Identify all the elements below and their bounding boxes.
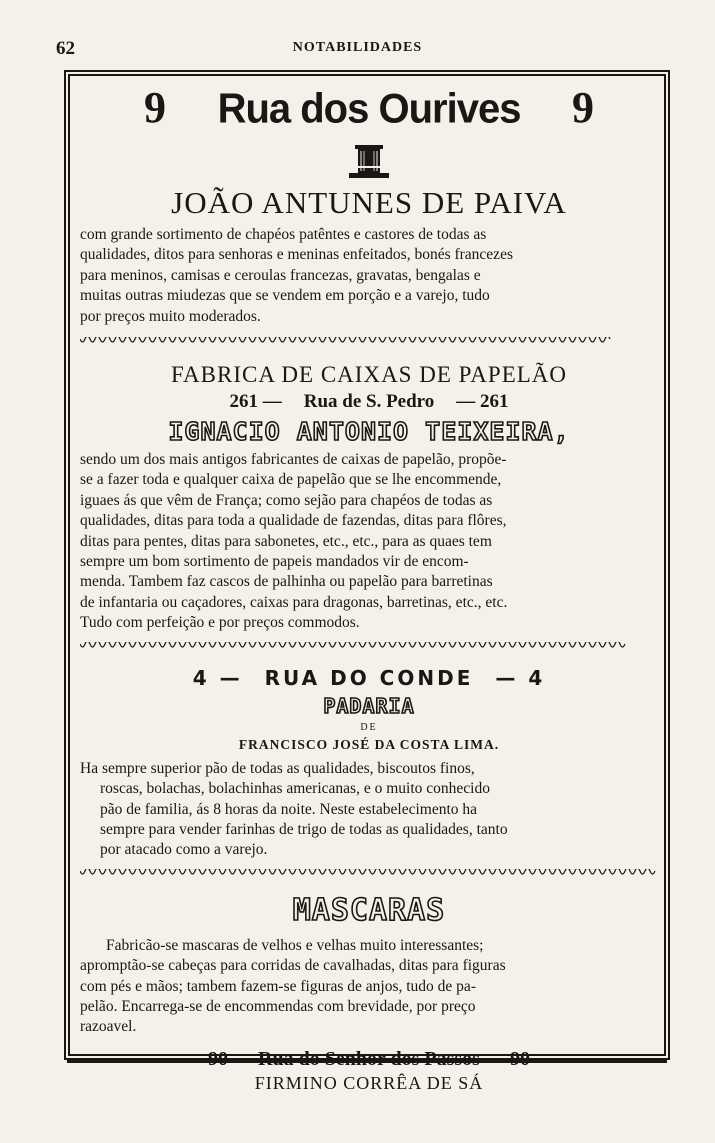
body-line: por atacado como a varejo. xyxy=(100,841,268,859)
address-number-left: 261 — xyxy=(229,391,282,413)
body-line: Tudo com perfeição e por preços commodos. xyxy=(80,614,360,632)
body-line: sempre para vender farinhas de trigo de todas as qualidades, tanto xyxy=(100,820,508,838)
ad-hat-shop xyxy=(80,82,658,327)
wavy-divider xyxy=(80,642,658,656)
street-name: Rua dos Ourives xyxy=(217,85,521,133)
factory-title: FABRICA DE CAIXAS DE PAPELÃO xyxy=(170,362,568,388)
body-line: pelão. Encarrega-se de encommendas com brevidade, por preço xyxy=(80,997,476,1015)
ad2-body xyxy=(80,450,658,634)
body-line: para meninos, camisas e ceroulas francezas, gravatas, bengalas e xyxy=(80,266,481,284)
de-label: DE xyxy=(360,721,378,733)
top-hat-icon xyxy=(349,145,389,179)
ad-bakery xyxy=(80,666,658,861)
wavy-divider xyxy=(80,337,658,351)
running-title: NOTABILIDADES xyxy=(292,40,423,55)
masks-title: MASCARAS xyxy=(292,892,446,928)
page-number: 62 xyxy=(56,38,75,59)
body-line: qualidades, ditas para toda a qualidade de fazendas, ditas para flôres, xyxy=(80,512,507,530)
ad1-body xyxy=(80,225,658,327)
address-number-right: — 4 xyxy=(495,665,546,690)
body-line: ditas para pentes, ditas para sabonetes, etc., etc., para as quaes tem xyxy=(80,532,492,550)
body-line: muitas outras miudezas que se vendem em porção e a varejo, tudo xyxy=(80,287,490,305)
masks-owner: FIRMINO CORRÊA DE SÁ xyxy=(254,1072,484,1093)
ad-masks xyxy=(80,893,658,1094)
body-line: pão de familia, ás 8 horas da noite. Neste estabelecimento ha xyxy=(100,800,478,818)
advertisements xyxy=(80,78,658,1094)
ad-box-factory xyxy=(80,361,658,634)
body-line: menda. Tambem faz cascos de palhinha ou papelão para barretinas xyxy=(80,573,493,591)
wavy-divider xyxy=(80,869,658,883)
body-line: roscas, bolachas, bolachinhas americanas, e o muito conhecido xyxy=(100,780,490,798)
body-line: com pés e mãos; tambem fazem-se figuras de anjos, tudo de pa- xyxy=(80,977,476,995)
address-street: RUA DO CONDE xyxy=(264,665,474,690)
body-line: com grande sortimento de chapéos patêntes e castores de todas as xyxy=(80,226,487,243)
ad1-header xyxy=(80,82,658,133)
body-line: por preços muito moderados. xyxy=(80,307,261,325)
body-line: Ha sempre superior pão de todas as qualidades, biscoutos finos, xyxy=(80,759,475,777)
body-line: iguaes ás que vêm de França; como sejão para chapéos de todas as xyxy=(80,491,493,509)
body-line: se a fazer toda e qualquer caixa de papelão que se lhe encommende, xyxy=(80,471,502,489)
street-number-right: 9 xyxy=(572,83,594,132)
bakery-address xyxy=(80,666,658,690)
address-street: Rua de S. Pedro xyxy=(303,391,435,413)
body-line: de infantaria ou caçadores, caixas para dragonas, barretinas, etc., etc. xyxy=(80,593,508,611)
masks-address: 90 — Rua do Senhor dos Passos — 90 xyxy=(208,1047,530,1070)
body-line: sempre um bom sortimento de papeis mandados vir de encom- xyxy=(80,553,469,571)
body-line: Fabricão-se mascaras de velhos e velhas muito interessantes; xyxy=(106,936,484,954)
address-number-left: 4 — xyxy=(192,665,243,690)
body-line: razoavel. xyxy=(80,1018,137,1036)
body-line: apromptão-se cabeças para corridas de cavalhadas, ditas para figuras xyxy=(80,957,506,975)
merchant-name: JOÃO ANTUNES DE PAIVA xyxy=(171,185,567,220)
proprietor-name: IGNACIO ANTONIO TEIXEIRA, xyxy=(168,417,570,447)
body-line: qualidades, ditos para senhoras e meninas enfeitados, bonés francezes xyxy=(80,246,513,264)
factory-address xyxy=(80,391,658,413)
street-number-left: 9 xyxy=(144,83,166,132)
ad4-body xyxy=(80,936,658,1038)
address-number-right: — 261 xyxy=(456,391,509,413)
ad3-body xyxy=(80,759,658,861)
body-line: sendo um dos mais antigos fabricantes de caixas de papelão, propõe- xyxy=(80,451,507,469)
bakery-title: PADARIA xyxy=(323,693,415,718)
bakery-owner: FRANCISCO JOSÉ DA COSTA LIMA. xyxy=(238,736,500,752)
